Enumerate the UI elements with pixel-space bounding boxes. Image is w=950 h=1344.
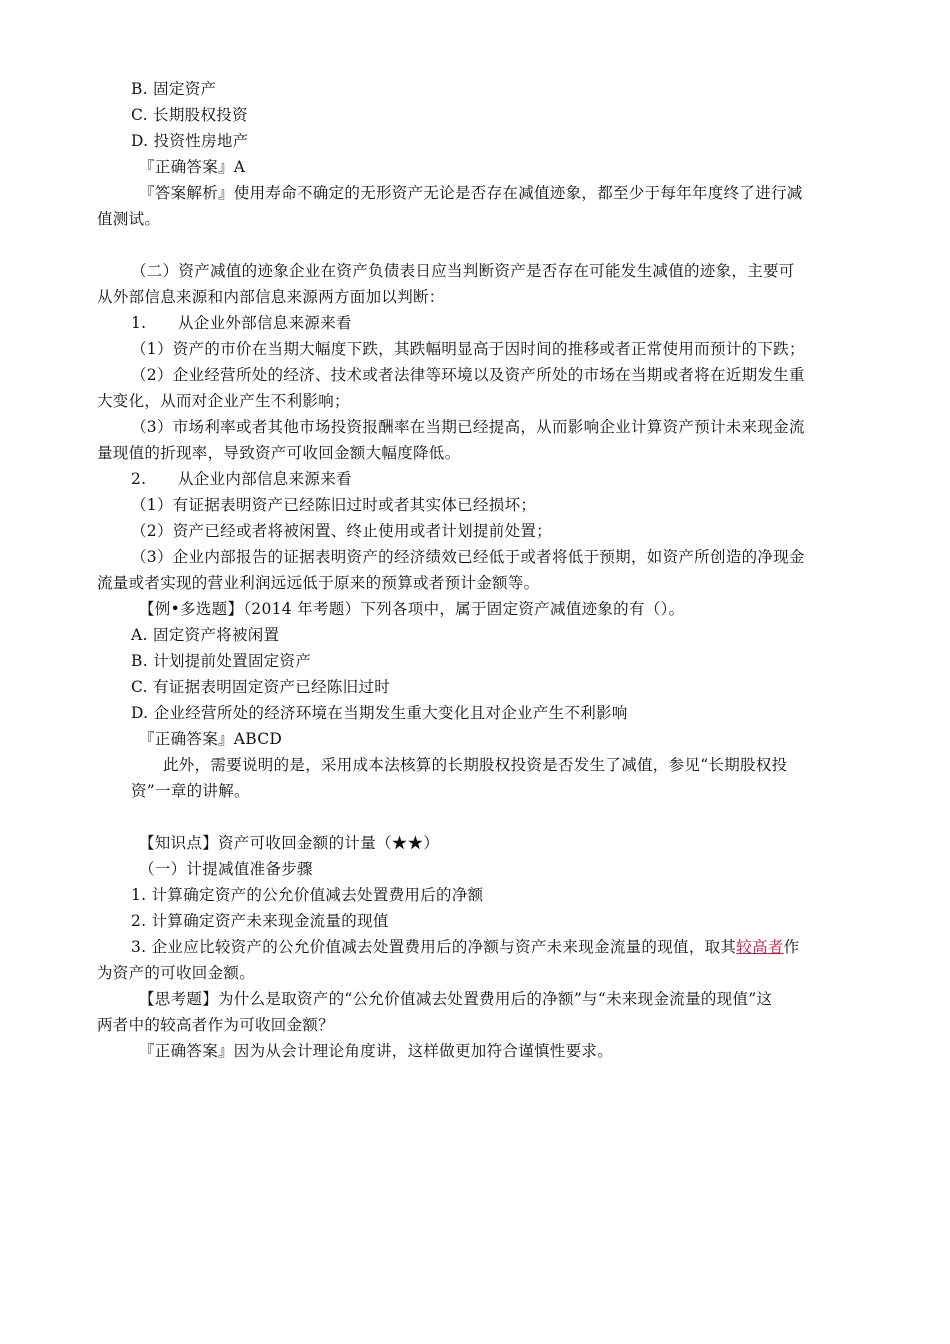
example-option-b: B. 计划提前处置固定资产 xyxy=(131,652,312,670)
internal-item-1: （1）有证据表明资产已经陈旧过时或者其实体已经损坏； xyxy=(131,496,537,514)
step-3-text: 3. 企业应比较资产的公允价值减去处置费用后的净额与资产未来现金流量的现值，取其 xyxy=(131,938,737,956)
analysis-line-2: 值测试。 xyxy=(97,210,161,228)
think-question-line-2: 两者中的较高者作为可收回金额？ xyxy=(97,1016,335,1034)
think-answer: 『正确答案』因为从会计理论角度讲，这样做更加符合谨慎性要求。 xyxy=(139,1042,614,1060)
external-heading: 1. 从企业外部信息来源来看 xyxy=(131,314,352,332)
steps-heading: （一）计提减值准备步骤 xyxy=(139,860,313,878)
section-intro-line-1: （二）资产减值的迹象企业在资产负债表日应当判断资产是否存在可能发生减值的迹象，主要可 xyxy=(131,262,795,280)
example-note-line-2: 资”一章的讲解。 xyxy=(131,782,250,800)
option-d: D. 投资性房地产 xyxy=(131,132,249,150)
analysis-line-1: 『答案解析』使用寿命不确定的无形资产无论是否存在减值迹象，都至少于每年年度终了进行减 xyxy=(139,184,803,202)
answer: 『正确答案』A xyxy=(139,158,246,176)
external-item-1: （1）资产的市价在当期大幅度下跌，其跌幅明显高于因时间的推移或者正常使用而预计的下跌； xyxy=(131,340,805,358)
internal-item-3-line-2: 流量或者实现的营业利润远远低于原来的预算或者预计金额等。 xyxy=(97,574,540,592)
internal-item-3-line-1: （3）企业内部报告的证据表明资产的经济绩效已经低于或者将低于预期，如资产所创造的净现金 xyxy=(131,548,805,566)
external-item-2-line-1: （2）企业经营所处的经济、技术或者法律等环境以及资产所处的市场在当期或者将在近期发生重 xyxy=(131,366,805,384)
step-3-line-1 xyxy=(131,937,950,957)
knowledge-title: 【知识点】资产可收回金额的计量（★★） xyxy=(139,834,440,852)
example-answer: 『正确答案』ABCD xyxy=(139,730,283,748)
option-b: B. 固定资产 xyxy=(131,80,217,98)
section-intro-line-2: 从外部信息来源和内部信息来源两方面加以判断： xyxy=(97,288,445,306)
internal-item-2: （2）资产已经或者将被闲置、终止使用或者计划提前处置； xyxy=(131,522,552,540)
example-option-d: D. 企业经营所处的经济环境在当期发生重大变化且对企业产生不利影响 xyxy=(131,704,628,722)
step-3-line-2: 为资产的可收回金额。 xyxy=(97,964,256,982)
internal-heading: 2. 从企业内部信息来源来看 xyxy=(131,470,352,488)
example-question: 【例•多选题】（2014 年考题）下列各项中，属于固定资产减值迹象的有（）。 xyxy=(139,600,685,618)
external-item-3-line-2: 量现值的折现率，导致资产可收回金额大幅度降低。 xyxy=(97,444,461,462)
step-1: 1. 计算确定资产的公允价值减去处置费用后的净额 xyxy=(131,886,484,904)
example-option-c: C. 有证据表明固定资产已经陈旧过时 xyxy=(131,678,391,696)
option-c: C. 长期股权投资 xyxy=(131,106,248,124)
example-note-line-1: 此外，需要说明的是，采用成本法核算的长期股权投资是否发生了减值，参见“长期股权投 xyxy=(163,756,788,774)
external-item-3-line-1: （3）市场利率或者其他市场投资报酬率在当期已经提高，从而影响企业计算资产预计未来现金流 xyxy=(131,418,805,436)
example-option-a: A. 固定资产将被闲置 xyxy=(131,626,280,644)
external-item-2-line-2: 大变化，从而对企业产生不利影响； xyxy=(97,392,350,410)
step-3-highlight-link[interactable]: 较高者 xyxy=(736,938,784,956)
think-question-line-1: 【思考题】为什么是取资产的“公允价值减去处置费用后的净额”与“未来现金流量的现值”这 xyxy=(139,990,773,1008)
step-2: 2. 计算确定资产未来现金流量的现值 xyxy=(131,912,389,930)
step-3-text-end: 作 xyxy=(783,938,800,956)
